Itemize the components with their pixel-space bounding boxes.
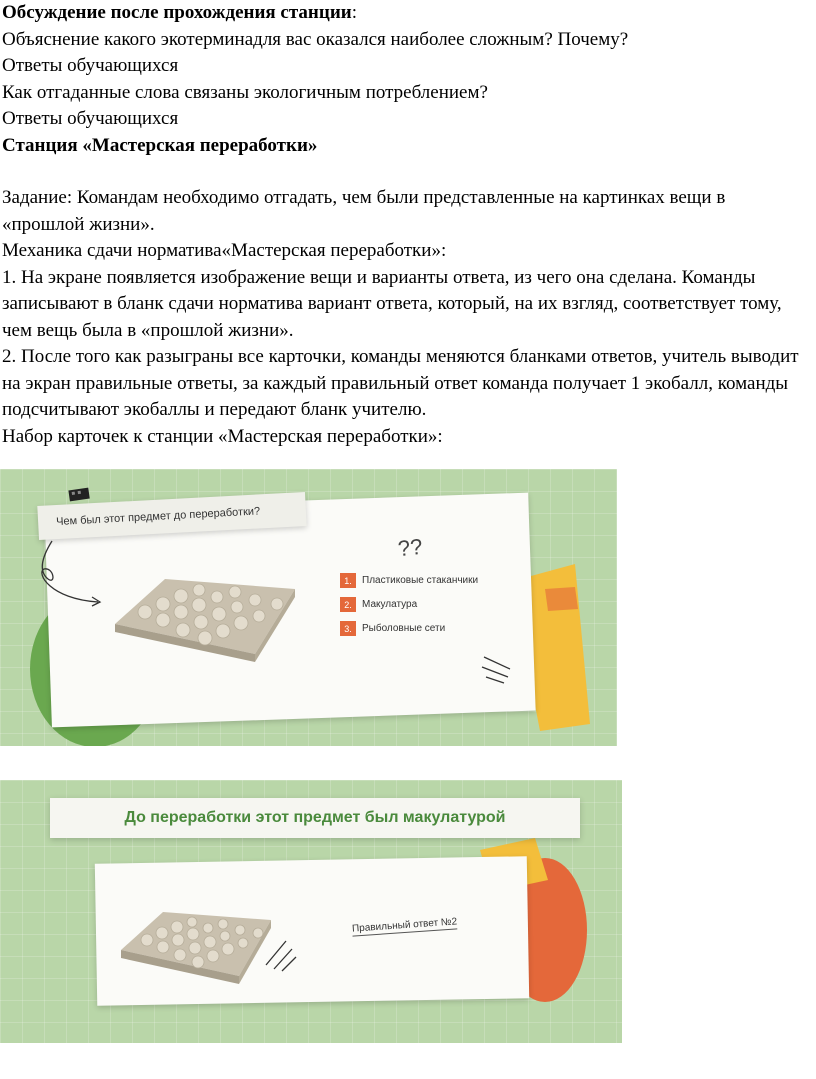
question-marks: ??: [396, 533, 424, 562]
card-slide-question: [0, 469, 617, 746]
answer-banner-text: До переработки этот предмет был макулатурой: [124, 809, 506, 826]
answers-2: Ответы обучающихся: [2, 108, 179, 129]
answer-options: [340, 573, 478, 636]
sparkle-lines-icon-2: [262, 935, 298, 975]
task-text: Задание: Командам необходимо отгадать, чем были представленные на картинках вещи в «прошлой жизни».: [2, 187, 726, 235]
option-3-number: 3.: [340, 621, 356, 636]
mechanics-title: Механика сдачи норматива«Мастерская переработки»:: [2, 240, 447, 261]
answers-1: Ответы обучающихся: [2, 55, 179, 76]
question-2: Как отгаданные слова связаны экологичным потреблением?: [2, 81, 488, 103]
option-2-number: 2.: [340, 597, 356, 612]
egg-carton-image: [105, 564, 300, 664]
question-text: Чем был этот предмет до переработки?: [55, 505, 261, 529]
heading-colon: :: [351, 2, 357, 23]
station-title: Станция «Мастерская переработки»: [2, 134, 318, 156]
option-1-number: 1.: [340, 573, 356, 588]
blank-line: [2, 159, 812, 185]
step-1: 1. На экране появляется изображение вещи и варианты ответа, из чего она сделана. Команды записывают в бланк сдачи норматива вариант ответа, который, на их взгляд, соответствует тому, чем вещь была в «прошлой жизни».: [2, 266, 782, 341]
curly-arrow-icon: [30, 539, 110, 609]
question-1: Объяснение какого экотерминадля вас оказался наиболее сложным? Почему?: [2, 28, 629, 50]
answer-banner: [50, 798, 580, 838]
option-1: [340, 573, 478, 588]
step-2: 2. После того как разыграны все карточки, команды меняются бланками ответов, учитель выводит на экран правильные ответы, за каждый правильный ответ команда получает 1 экобалл, команды подсчитывают экобаллы и передают бланк учителю.: [2, 346, 799, 420]
paper-clip-icon: [68, 485, 90, 503]
option-2-label: Макулатура: [362, 599, 418, 610]
option-2: [340, 597, 478, 612]
egg-carton-image-2: [115, 900, 275, 985]
option-3-label: Рыболовные сети: [362, 623, 446, 634]
sparkle-lines-icon: [480, 649, 520, 689]
option-1-label: Пластиковые стаканчики: [362, 575, 479, 586]
card-slide-answer: [0, 780, 622, 1043]
discussion-heading: [2, 0, 812, 27]
discussion-heading-text: Обсуждение после прохождения станции: [2, 2, 352, 23]
correct-answer-label: Правильный ответ №2: [351, 916, 458, 935]
document-body: [2, 0, 812, 450]
orange-tab: [545, 587, 578, 611]
option-3: [340, 621, 478, 636]
cards-title: Набор карточек к станции «Мастерская переработки»:: [2, 425, 443, 447]
